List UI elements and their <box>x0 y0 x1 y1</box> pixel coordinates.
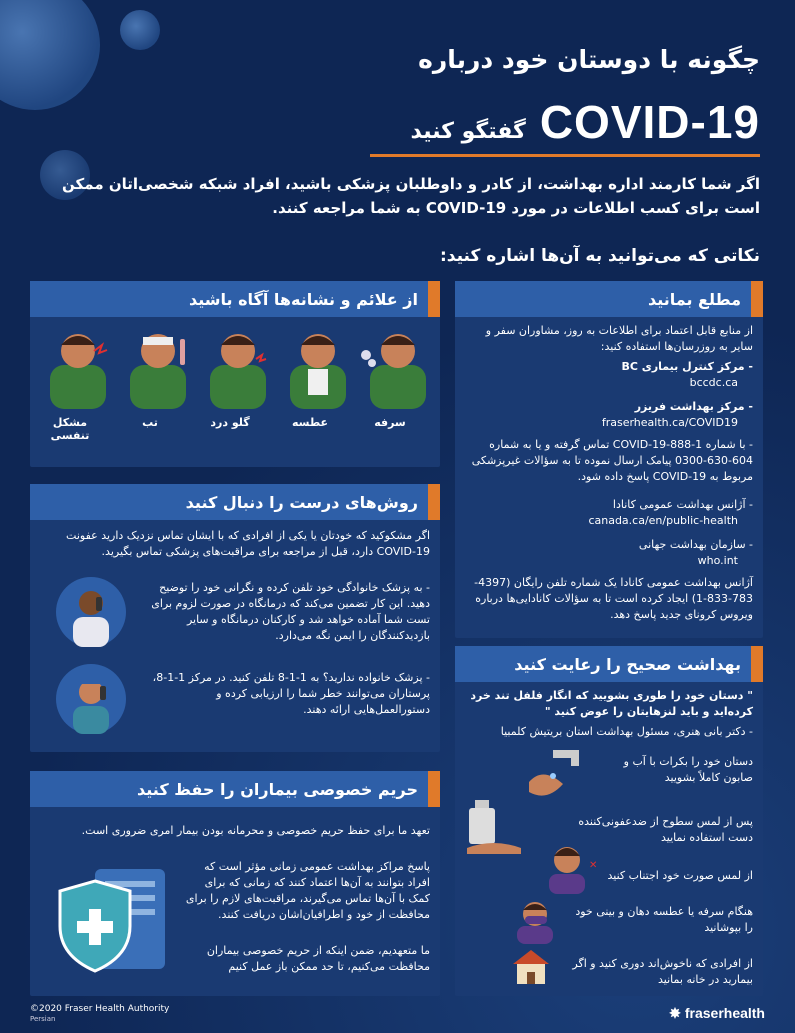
fever-icon <box>130 334 186 409</box>
who-link[interactable]: who.int <box>697 554 738 567</box>
hygiene-heading: بهداشت صحیح را رعایت کنید <box>514 654 741 674</box>
phac-link[interactable]: canada.ca/en/public-health <box>588 514 738 527</box>
stay-informed-panel <box>455 281 763 638</box>
face-touch-icon <box>543 842 598 894</box>
panel-header <box>30 771 440 807</box>
panel-header <box>455 646 763 682</box>
phac-hotline: آژانس بهداشت عمومی کانادا یک شماره تلفن رایگان (4397-783-833-1) ایجاد کرده است تا به سؤالات کانادایی‌ها درباره ویروس کرونای جدید پاسخ دهد. <box>474 576 753 621</box>
nurse-phone-icon <box>56 664 126 734</box>
symptom-figures <box>40 329 430 411</box>
informed-intro: از منابع قابل اعتماد برای اطلاعات به روز، مشاوران سفر و سایر به روزرسان‌ها استفاده کنید: <box>485 324 753 353</box>
panel-header <box>455 281 763 317</box>
methods-intro: اگر مشکوکید که خودتان یا یکی از افرادی که با ایشان تماس نزدیک دارید عفونت COVID-19 دارد، قبل از مراجعه برای مراقبت‌های پزشکی تماس بگیرید. <box>66 529 430 558</box>
methods-heading: روش‌های درست را دنبال کنید <box>185 492 418 512</box>
cough-icon <box>361 334 426 409</box>
handwashing-icon <box>523 746 583 802</box>
methods-item1: - به پزشک خانوادگی خود تلفن کرده و نگرانی خود را توضیح دهید. این کار تضمین می‌کند که درمانگاه در صورت لزوم برای تست شما آماده خواهد شد و کارکنان درمانگاه و سایر بازدیدکنندگان را ایمن نگه می‌دارد. <box>151 581 430 642</box>
sore-throat-icon <box>210 334 266 409</box>
hygiene-tip2: پس از لمس سطوح از ضدعفونی‌کننده دست استفاده نمایید <box>578 815 753 844</box>
hygiene-tip5: از افرادی که ناخوش‌اند دوری کنید و اگر بیمارید در خانه بمانید <box>572 957 753 986</box>
accent-bar <box>428 771 440 807</box>
title-underline <box>370 154 760 157</box>
page-title-covid <box>411 95 761 149</box>
house-icon <box>509 946 553 986</box>
points-heading: نکاتی که می‌توانید به آن‌ها اشاره کنید: <box>439 246 760 266</box>
sneeze-icon <box>290 334 346 409</box>
privacy-p2: پاسخ مراکز بهداشت عمومی زمانی مؤثر است که افراد بتوانند به آن‌ها اعتماد کنند که زمانی که برای کمک با آن‌ها تماس می‌گیرند، مراقبت‌های لازم را برای محافظت از خود و اطرافیان‌اشان دریافت کنند. <box>185 860 430 921</box>
symptoms-heading: از علائم و نشانه‌ها آگاه باشید <box>189 289 418 309</box>
panel-header <box>30 484 440 520</box>
talk-title: گفتگو کنید <box>410 119 526 144</box>
who-label: - سازمان بهداشت جهانی <box>638 538 753 551</box>
hygiene-tip1: دستان خود را بکرات با آب و صابون کاملاً بشویید <box>623 755 753 784</box>
phone-info: - با شماره 1-888-COVID-19 تماس گرفته و یا به شماره 604-630-0300 پیامک ارسال نموده تا به سؤالات غیرپزشکی مربوط به COVID-19 پاسخ داده شود. <box>471 438 753 483</box>
fraserhealth-label: - مرکز بهداشت فریزر <box>634 400 753 413</box>
bccdc-link[interactable]: bccdc.ca <box>689 376 738 389</box>
privacy-panel <box>30 771 440 996</box>
hygiene-quote: " دستان خود را طوری بشویید که انگار فلفل تند خرد کرده‌اید و باید لنزهایتان را عوض کنید " <box>470 689 753 718</box>
accent-bar <box>751 646 763 682</box>
page-title: چگونه با دوستان خود درباره <box>418 45 760 74</box>
logo-icon: ✸ <box>669 1005 681 1021</box>
phac-label: - آژانس بهداشت عمومی کانادا <box>612 498 753 511</box>
hygiene-attribution: - دکتر بانی هنری، مسئول بهداشت استان بریتیش کلمبیا <box>500 725 753 738</box>
intro-text: اگر شما کارمند اداره بهداشت، از کادر و داوطلبان پزشکی باشید، افراد شبکه شخصی‌اتان ممکن است برای کسب اطلاعات در مورد COVID-19 به شما مراجعه کنند. <box>62 175 760 217</box>
svg-text:✕: ✕ <box>589 860 598 871</box>
virus-illustration-small <box>120 10 160 50</box>
panel-header <box>30 281 440 317</box>
cough-cover-icon <box>511 898 563 944</box>
methods-panel <box>30 484 440 752</box>
symptom-label-breathing: مشکل تنفسی <box>50 416 90 442</box>
shield-clipboard-icon <box>50 861 180 981</box>
hygiene-tip3: از لمس صورت خود اجتناب کنید <box>607 869 753 882</box>
stay-informed-heading: مطلع بمانید <box>647 289 741 309</box>
symptom-label-cough: سرفه <box>374 416 406 429</box>
privacy-p3: ما متعهدیم، ضمن اینکه از حریم خصوصی بیماران محافظت می‌کنیم، تا حد ممکن باز عمل کنیم <box>206 944 430 973</box>
privacy-p1: تعهد ما برای حفظ حریم خصوصی و محرمانه بودن بیمار امری ضروری است. <box>81 824 430 837</box>
symptom-label-sore-throat: گلو درد <box>210 416 250 429</box>
footer-copyright <box>30 1004 169 1024</box>
logo-text: fraserhealth <box>684 1005 765 1021</box>
accent-bar <box>428 484 440 520</box>
hygiene-tip4: هنگام سرفه یا عطسه دهان و بینی خود را بپوشانید <box>575 905 753 934</box>
bccdc-label: - مرکز کنترل بیماری BC <box>621 360 753 373</box>
language-text: Persian <box>30 1015 56 1023</box>
privacy-heading: حریم خصوصی بیماران را حفظ کنید <box>137 779 418 799</box>
accent-bar <box>751 281 763 317</box>
sanitizer-icon <box>465 798 525 856</box>
accent-bar <box>428 281 440 317</box>
symptoms-panel <box>30 281 440 467</box>
fraserhealth-link[interactable]: fraserhealth.ca/COVID19 <box>601 416 738 429</box>
breathing-difficulty-icon <box>50 334 107 409</box>
doctor-phone-icon <box>56 577 126 647</box>
symptom-label-fever: تب <box>142 416 158 429</box>
symptom-label-sneeze: عطسه <box>291 416 329 429</box>
hygiene-panel <box>455 646 763 996</box>
methods-item2: - پزشک خانواده ندارید؟ به 1-1-8 تلفن کنید. در مرکز 1-1-8، پرستاران می‌توانند خطر شما را ارزیابی کرده و دستورالعمل‌هایی ارائه دهند. <box>152 671 430 716</box>
copyright-text: ©2020 Fraser Health Authority <box>30 1004 170 1014</box>
fraserhealth-logo <box>669 1005 765 1022</box>
covid-title: COVID-19 <box>539 96 760 148</box>
